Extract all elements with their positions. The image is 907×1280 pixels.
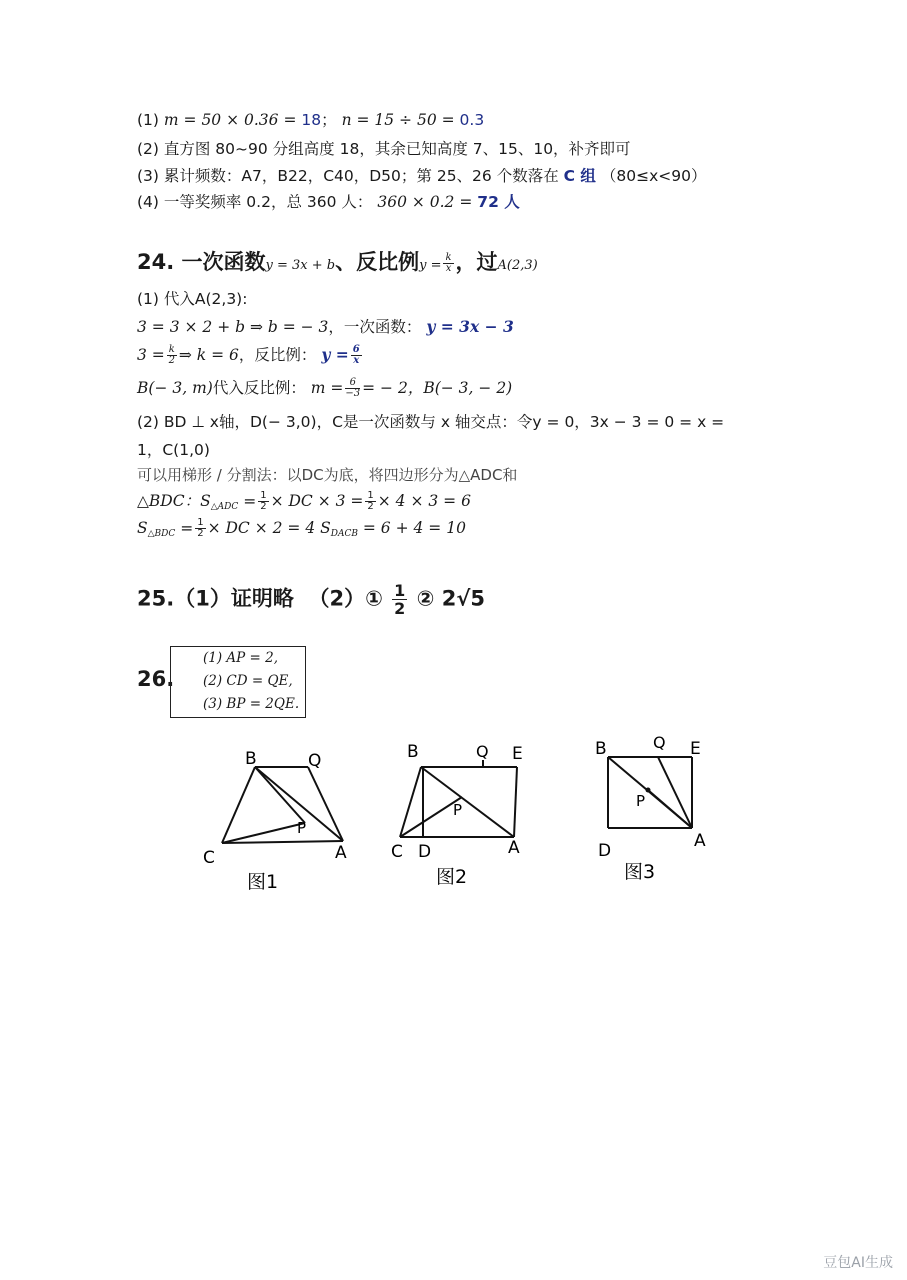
fig3-label-e: E bbox=[690, 739, 701, 759]
q23-line-4: (4) 一等奖频率 0.2，总 360 人： 360 × 0.2 = 72 人 bbox=[137, 193, 520, 211]
q26-answer-box bbox=[170, 646, 306, 718]
q24-line-1: (1) 代入A(2,3): bbox=[137, 290, 248, 308]
fig1-label-q: Q bbox=[308, 751, 322, 771]
fig1-label-p: P bbox=[297, 819, 307, 837]
q24-line-7: 可以用梯形 / 分割法：以DC为底，将四边形分为△ADC和 bbox=[137, 466, 518, 484]
fig3-label-p: P bbox=[636, 792, 646, 810]
fig3-label-d: D bbox=[598, 841, 612, 861]
q24-line-9: $S_{\triangle BDC}$ = $\frac{1}{2}$ × DC × 2 = 4 $S_{DACB} = 6 + 4 = 10$ bbox=[137, 517, 466, 539]
watermark: 豆包AI生成 bbox=[823, 1255, 893, 1271]
q24-line-2: 3 = 3 × 2 + b ⇒ b = − 3，一次函数： y = 3x − 3 bbox=[137, 317, 514, 336]
fig1-label-c: C bbox=[203, 848, 215, 868]
fig2-label-p: P bbox=[453, 801, 463, 819]
figure-3 bbox=[590, 730, 720, 894]
q24-line-3: 3 = $\frac{k}{2}$ ⇒ k = 6，反比例： y = $\frac{6}{x}$ bbox=[137, 344, 360, 366]
fig2-label-c: C bbox=[391, 842, 403, 862]
q24-line-5: (2) BD ⊥ x轴，D(− 3,0)，C是一次函数与 x 轴交点：令y = 0，3x − 3 = 0 = x = bbox=[137, 413, 725, 431]
fig2-caption: 图2 bbox=[436, 866, 468, 888]
fig3-label-b: B bbox=[595, 739, 607, 759]
fig1-caption: 图1 bbox=[247, 871, 279, 893]
fig3-caption: 图3 bbox=[624, 861, 656, 883]
q26-number: 26. bbox=[137, 667, 175, 691]
q24-line-8: △BDC：$S_{\triangle ADC}$ = $\frac{1}{2}$ × DC × 3 = $\frac{1}{2}$ × 4 × 3 = 6 bbox=[137, 490, 471, 512]
q23-line-2: (2) 直方图 80~90 分组高度 18，其余已知高度 7、15、10，补齐即可 bbox=[137, 140, 631, 158]
figure-2 bbox=[390, 735, 540, 899]
fig2-label-b: B bbox=[407, 742, 419, 762]
fig2-label-e: E bbox=[512, 744, 523, 764]
figure-1 bbox=[195, 740, 365, 904]
q26-item-3: (3) BP = 2QE. bbox=[203, 696, 300, 712]
fig2-label-q: Q bbox=[476, 742, 489, 761]
q23-line-1: (1) m = 50 × 0.36 = 18； n = 15 ÷ 50 = 0.3 bbox=[137, 111, 485, 129]
q26-item-2: (2) CD = QE, bbox=[203, 673, 293, 689]
figure-2-drawing bbox=[390, 735, 540, 895]
fig2-label-d: D bbox=[418, 842, 432, 862]
q24-heading: 24. 一次函数y = 3x + b、反比例y = $\frac{k}{x}$ ，过A(2,3) bbox=[137, 250, 538, 274]
q24-line-6: 1，C(1,0) bbox=[137, 441, 210, 459]
fig1-label-b: B bbox=[245, 749, 257, 769]
q23-line-3: (3) 累计频数：A7，B22，C40，D50；第 25、26 个数落在 C 组 （80≤x<90） bbox=[137, 167, 707, 185]
figure-3-drawing bbox=[590, 730, 720, 890]
fig3-label-a: A bbox=[694, 831, 706, 851]
q26-item-1: (1) AP = 2, bbox=[203, 650, 279, 666]
fig1-label-a: A bbox=[335, 843, 347, 863]
q25-answer: 25.（1）证明略 （2）① $\frac{1}{2}$ ② 2√5 bbox=[137, 581, 485, 618]
fig3-point-p bbox=[646, 788, 651, 793]
figure-1-drawing bbox=[195, 740, 365, 900]
q24-line-4: B(− 3, m)代入反比例： m = $\frac{6}{-3}$ = − 2，B(− 3, − 2) bbox=[137, 377, 513, 399]
fig3-label-q: Q bbox=[653, 733, 666, 752]
fig2-label-a: A bbox=[508, 838, 520, 858]
